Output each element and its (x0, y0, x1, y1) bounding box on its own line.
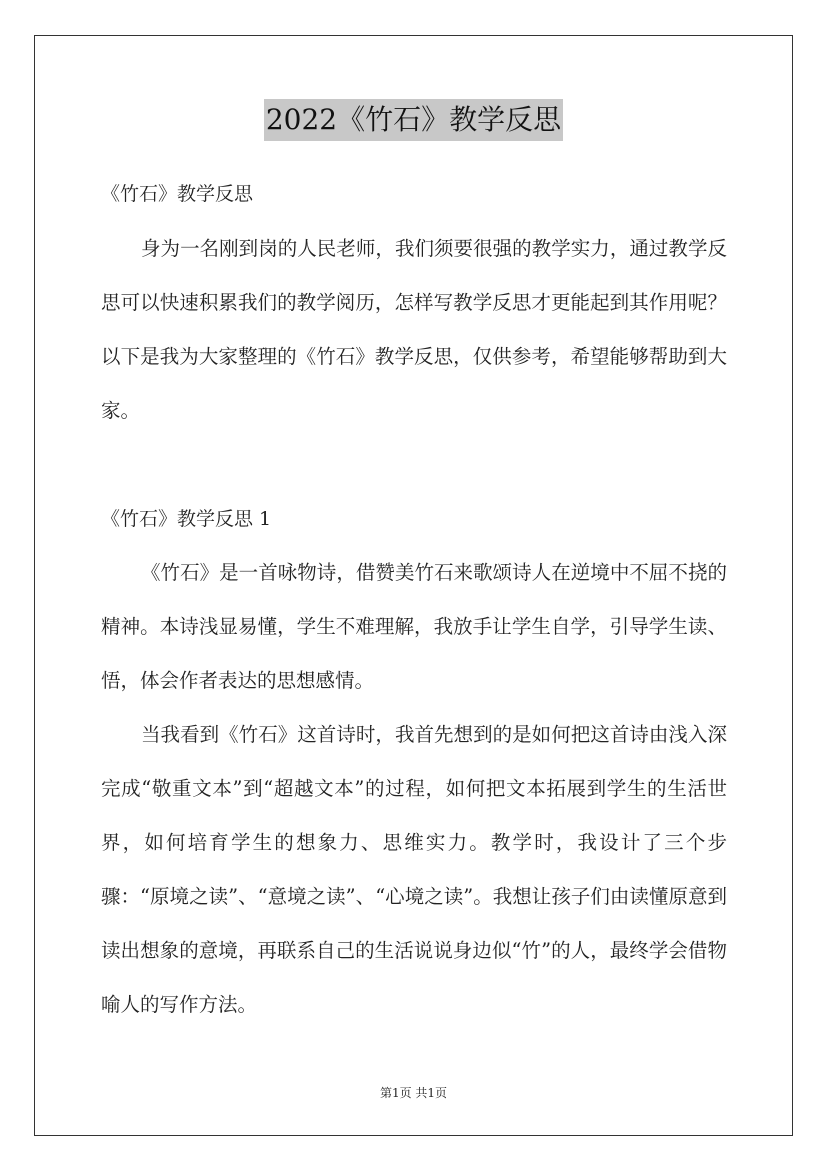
intro-paragraph: 身为一名刚到岗的人民老师，我们须要很强的教学实力，通过教学反思可以快速积累我们的教学阅历，怎样写教学反思才更能起到其作用呢？以下是我为大家整理的《竹石》教学反思，仅供参考，希望能够帮助到大家。 (101, 237, 727, 422)
document-title: 2022《竹石》教学反思 (264, 99, 563, 141)
title-container (0, 99, 827, 141)
section-paragraph-2: 当我看到《竹石》这首诗时，我首先想到的是如何把这首诗由浅入深完成“敬重文本”到“超越文本”的过程，如何把文本拓展到学生的生活世界，如何培育学生的想象力、思维实力。教学时，我设计了三个步骤：“原境之读”、“意境之读”、“心境之读”。我想让孩子们由读懂原意到读出想象的意境，再联系自己的生活说说身边似“竹”的人，最终学会借物喻人的写作方法。 (101, 723, 727, 1016)
section-paragraph-1: 《竹石》是一首咏物诗，借赞美竹石来歌颂诗人在逆境中不屈不挠的精神。本诗浅显易懂，学生不难理解，我放手让学生自学，引导学生读、悟，体会作者表达的思想感情。 (101, 561, 727, 692)
section-heading: 《竹石》教学反思 1 (101, 508, 272, 530)
intro-heading: 《竹石》教学反思 (101, 183, 254, 205)
page-footer: 第1页 共1页 (379, 1086, 448, 1100)
